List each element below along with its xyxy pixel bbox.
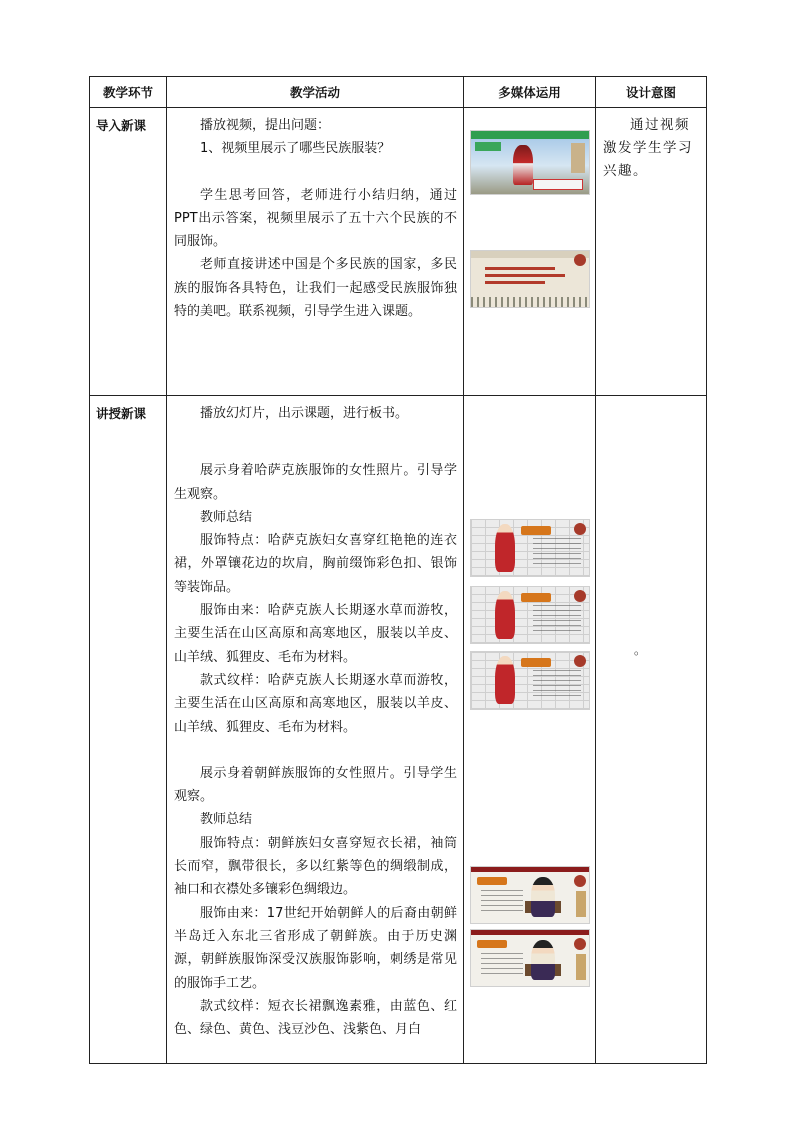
activity-paragraph: 服饰特点：朝鲜族妇女喜穿短衣长裙，袖筒长而窄，飘带很长，多以红紫等色的绸缎制成，袖口和衣襟处多镶彩色绸缎边。	[174, 835, 457, 898]
design-intent-cell	[596, 108, 707, 396]
slide-thumbnail-kazakh-features	[470, 519, 590, 577]
design-intent-text: 。	[634, 643, 647, 657]
multimedia-cell	[464, 396, 596, 1064]
activity-line: 播放幻灯片，出示课题，进行板书。	[200, 406, 409, 421]
activity-paragraph: 展示身着朝鲜族服饰的女性照片。引导学生观察。	[174, 765, 457, 805]
design-intent-cell	[596, 396, 707, 1064]
section-name: 导入新课	[90, 108, 167, 396]
activity-line: 1、视频里展示了哪些民族服装？	[200, 141, 391, 157]
design-intent-text: 通过视频激发学生学习兴趣。	[603, 117, 693, 179]
activity-paragraph: 款式纹样：哈萨克族人长期逐水草而游牧，主要生活在山区高原和高寒地区，服装以羊皮、山羊绒、狐狸皮、毛布为材料。	[174, 672, 457, 735]
table-header-row	[90, 77, 707, 108]
activity-line: 教师总结	[200, 812, 253, 828]
slide-thumbnail-kazakh-origin	[470, 586, 590, 644]
activity-line: 教师总结	[200, 509, 253, 525]
section-name: 讲授新课	[90, 396, 167, 1064]
lesson-plan-table	[89, 76, 707, 1064]
activity-paragraph: 服饰特点：哈萨克族妇女喜穿红艳艳的连衣裙，外罩镶花边的坎肩，胸前缀饰彩色扣、银饰等装饰品。	[174, 533, 457, 595]
header-activity: 教学活动	[167, 77, 464, 108]
activity-line: 播放视频，提出问题：	[200, 118, 331, 133]
slide-thumbnail-kazakh-pattern	[470, 651, 590, 710]
table-row	[90, 108, 707, 396]
header-stage: 教学环节	[90, 77, 167, 108]
slide-thumbnail-video-question	[470, 130, 590, 195]
multimedia-cell	[464, 108, 596, 396]
activity-paragraph: 展示身着哈萨克族服饰的女性照片。引导学生观察。	[174, 463, 457, 502]
header-multimedia: 多媒体运用	[464, 77, 596, 108]
header-design-intent: 设计意图	[596, 77, 707, 108]
slide-thumbnail-multi-ethnic	[470, 250, 590, 308]
table-row	[90, 396, 707, 1064]
activity-paragraph: 服饰由来：17世纪开始朝鲜人的后裔由朝鲜半岛迁入东北三省形成了朝鲜族。由于历史渊源，朝鲜族服饰深受汉族服饰影响，刺绣是常见的服饰手工艺。	[174, 905, 457, 991]
activity-cell	[167, 108, 464, 396]
activity-paragraph: 学生思考回答，老师进行小结归纳，通过PPT出示答案，视频里展示了五十六个民族的不同服饰。	[174, 187, 457, 250]
activity-paragraph: 服饰由来：哈萨克族人长期逐水草而游牧，主要生活在山区高原和高寒地区，服装以羊皮、山羊绒、狐狸皮、毛布为材料。	[174, 603, 457, 665]
slide-thumbnail-korean-features	[470, 866, 590, 924]
activity-paragraph: 款式纹样：短衣长裙飘逸素雅，由蓝色、红色、绿色、黄色、浅豆沙色、浅紫色、月白	[174, 998, 457, 1038]
activity-paragraph: 老师直接讲述中国是个多民族的国家，多民族的服饰各具特色，让我们一起感受民族服饰独特的美吧。联系视频，引导学生进入课题。	[174, 257, 457, 320]
activity-cell	[167, 396, 464, 1064]
slide-thumbnail-korean-origin	[470, 929, 590, 987]
